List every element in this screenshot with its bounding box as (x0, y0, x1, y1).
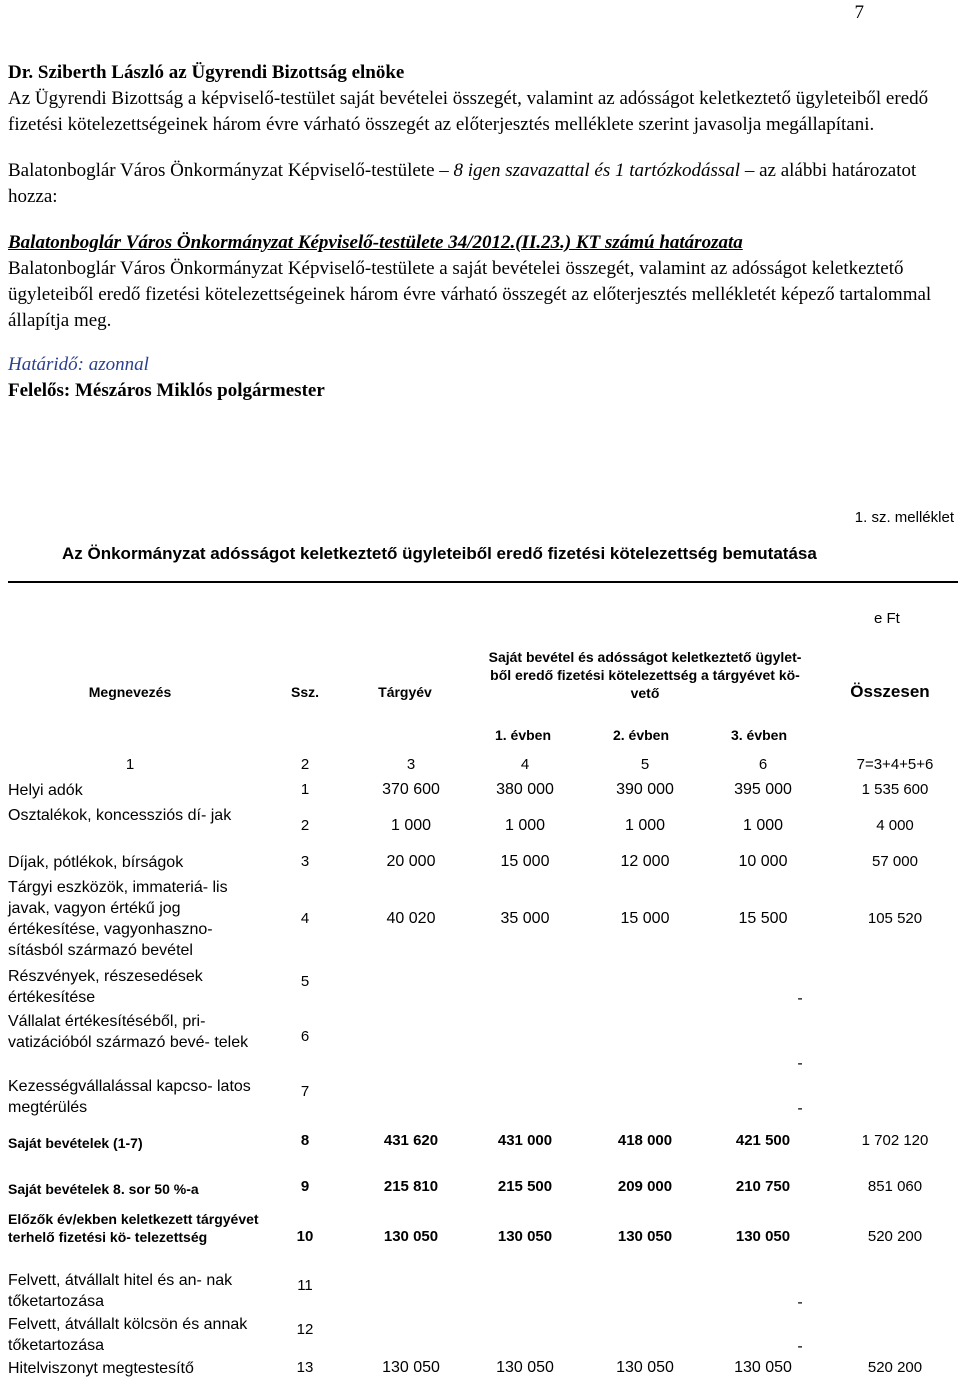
row-name: Részvények, részesedések értékesítése (8, 968, 203, 1006)
header-y2: 2. évben (612, 727, 670, 743)
cell-y2: 390 000 (616, 781, 674, 798)
cell-year: 1 000 (390, 817, 432, 834)
row-name: Osztalékok, koncessziós dí- jak (8, 807, 232, 824)
cell-ssz: 9 (300, 1178, 310, 1195)
cell-y3: - (797, 990, 803, 1007)
column-number: 2 (300, 756, 310, 773)
cell-y2: 12 000 (620, 853, 670, 870)
cell-y2: 1 000 (624, 817, 666, 834)
cell-y3: 130 050 (734, 1359, 792, 1376)
annex-label: 1. sz. melléklet (854, 509, 954, 526)
cell-total: 105 520 (867, 910, 923, 927)
deadline: Határidő: azonnal (8, 354, 149, 375)
header-group (440, 648, 850, 702)
row-name: Vállalat értékesítéséből, pri- vatizációból származó bevé- telek (8, 1013, 249, 1051)
cell-ssz: 2 (300, 817, 310, 834)
cell-year: 130 050 (383, 1228, 439, 1245)
cell-y1: 130 050 (496, 1359, 554, 1376)
document-body (8, 60, 948, 404)
row-name: Hitelviszonyt megtestesítő (8, 1360, 194, 1377)
header-group-line1: Saját bevétel és adósságot keletkeztető ügylet- (488, 649, 802, 665)
header-y3: 3. évben (730, 727, 788, 743)
row-name: Helyi adók (8, 782, 83, 799)
cell-year: 20 000 (386, 853, 436, 870)
cell-y1: 215 500 (497, 1178, 553, 1195)
cell-ssz: 3 (300, 853, 310, 870)
page-number: 7 (854, 2, 864, 23)
column-number: 7=3+4+5+6 (856, 756, 934, 773)
header-total: Összesen (850, 682, 930, 701)
cell-ssz: 6 (300, 1028, 310, 1045)
row-name: Tárgyi eszközök, immateriá- lis javak, vagyon értékű jog értékesítése, vagyonhaszno- sításból származó bevétel (8, 879, 228, 959)
column-number: 4 (520, 756, 530, 773)
cell-y1: 1 000 (504, 817, 546, 834)
cell-ssz: 8 (300, 1132, 310, 1149)
cell-ssz: 10 (296, 1228, 314, 1245)
row-name: Előzők év/ekben keletkezett tárgyévet terhelő fizetési kö- telezettség (8, 1211, 259, 1245)
cell-total: 4 000 (876, 817, 914, 834)
cell-ssz: 7 (300, 1083, 310, 1100)
cell-ssz: 4 (300, 910, 310, 927)
row-name: Kezességvállalással kapcso- latos megtérülés (8, 1078, 251, 1116)
resolution-text: Balatonboglár Város Önkormányzat Képviselő-testülete a saját bevételei összegét, valamint az adósságot keletkeztető ügyleteiből eredő fizetési kötelezettségeinek három évre várható összegét az előterjesztés mellékletét képező tartalommal állapítja meg. (8, 258, 932, 331)
cell-y3: - (797, 1294, 803, 1311)
column-number: 6 (758, 756, 768, 773)
cell-year: 130 050 (382, 1359, 440, 1376)
row-name: Felvett, átvállalt hitel és an- nak tőketartozása (8, 1272, 233, 1310)
cell-year: 370 600 (382, 781, 440, 798)
cell-total: 520 200 (867, 1359, 923, 1376)
cell-total: 57 000 (872, 853, 918, 870)
row-name: Saját bevételek (1-7) (8, 1135, 143, 1151)
cell-total: 851 060 (867, 1178, 923, 1195)
cell-year: 431 620 (383, 1132, 439, 1149)
cell-y1: 15 000 (500, 853, 550, 870)
vote-suffix: – az alábbi határozatot hozza: (8, 160, 917, 207)
vote-prefix: Balatonboglár Város Önkormányzat Képviselő-testülete – (8, 160, 454, 181)
cell-ssz: 1 (300, 781, 310, 798)
cell-y2: 15 000 (620, 910, 670, 927)
row-name: Felvett, átvállalt kölcsön és annak tőketartozása (8, 1316, 248, 1354)
cell-y3: - (797, 1100, 803, 1117)
cell-y2: 130 050 (617, 1228, 673, 1245)
responsible-person: Felelős: Mészáros Miklós polgármester (8, 380, 325, 401)
cell-y2: 130 050 (616, 1359, 674, 1376)
header-year: Tárgyév (378, 684, 432, 700)
vote-statement (8, 158, 948, 210)
cell-y2: 209 000 (617, 1178, 673, 1195)
cell-ssz: 5 (300, 973, 310, 990)
cell-y3: 130 050 (735, 1228, 791, 1245)
row-name: Saját bevételek 8. sor 50 %-a (8, 1181, 199, 1197)
header-y1: 1. évben (494, 727, 552, 743)
cell-ssz: 13 (296, 1359, 314, 1376)
cell-total: 1 535 600 (861, 781, 929, 798)
cell-y3: 210 750 (735, 1178, 791, 1195)
cell-y3: 395 000 (734, 781, 792, 798)
header-name: Megnevezés (88, 684, 172, 700)
cell-y1: 431 000 (497, 1132, 553, 1149)
cell-y3: - (797, 1338, 803, 1355)
header-ssz: Ssz. (290, 684, 319, 700)
cell-y2: 418 000 (617, 1132, 673, 1149)
column-number: 5 (640, 756, 650, 773)
cell-y3: 421 500 (735, 1132, 791, 1149)
cell-ssz: 12 (296, 1321, 314, 1338)
cell-total: 1 702 120 (861, 1132, 929, 1149)
cell-ssz: 11 (297, 1277, 313, 1294)
cell-y1: 380 000 (496, 781, 554, 798)
cell-y1: 130 050 (497, 1228, 553, 1245)
cell-y3: 10 000 (738, 853, 788, 870)
table-title: Az Önkormányzat adósságot keletkeztető ügyleteiből eredő fizetési kötelezettség bemutatása (62, 544, 817, 563)
column-number: 3 (406, 756, 416, 773)
cell-y1: 35 000 (500, 910, 550, 927)
cell-y3: - (797, 1055, 803, 1072)
header-group-line3: vető (630, 685, 660, 701)
cell-year: 215 810 (383, 1178, 439, 1195)
speaker-heading: Dr. Sziberth László az Ügyrendi Bizottság elnöke (8, 62, 405, 83)
cell-year: 40 020 (386, 910, 436, 927)
row-name: Díjak, pótlékok, bírságok (8, 854, 184, 871)
resolution-title: Balatonboglár Város Önkormányzat Képviselő-testülete 34/2012.(II.23.) KT számú határozata (8, 232, 743, 253)
header-group-line2: ből eredő fizetési kötelezettség a tárgyévet kö- (490, 667, 800, 683)
cell-total: 520 200 (867, 1228, 923, 1245)
committee-proposal: Az Ügyrendi Bizottság a képviselő-testület saját bevételei összegét, valamint az adósságot keletkeztető ügyleteiből eredő fizetési kötelezettségeinek három évre várható összegét az előterjesztés melléklete szerint javasolja megállapítani. (8, 88, 929, 135)
unit-label: e Ft (874, 610, 900, 627)
table-top-rule (8, 581, 958, 583)
cell-y3: 15 500 (738, 910, 788, 927)
cell-y3: 1 000 (742, 817, 784, 834)
column-number: 1 (125, 756, 135, 773)
vote-count: 8 igen szavazattal és 1 tartózkodással (453, 160, 741, 181)
